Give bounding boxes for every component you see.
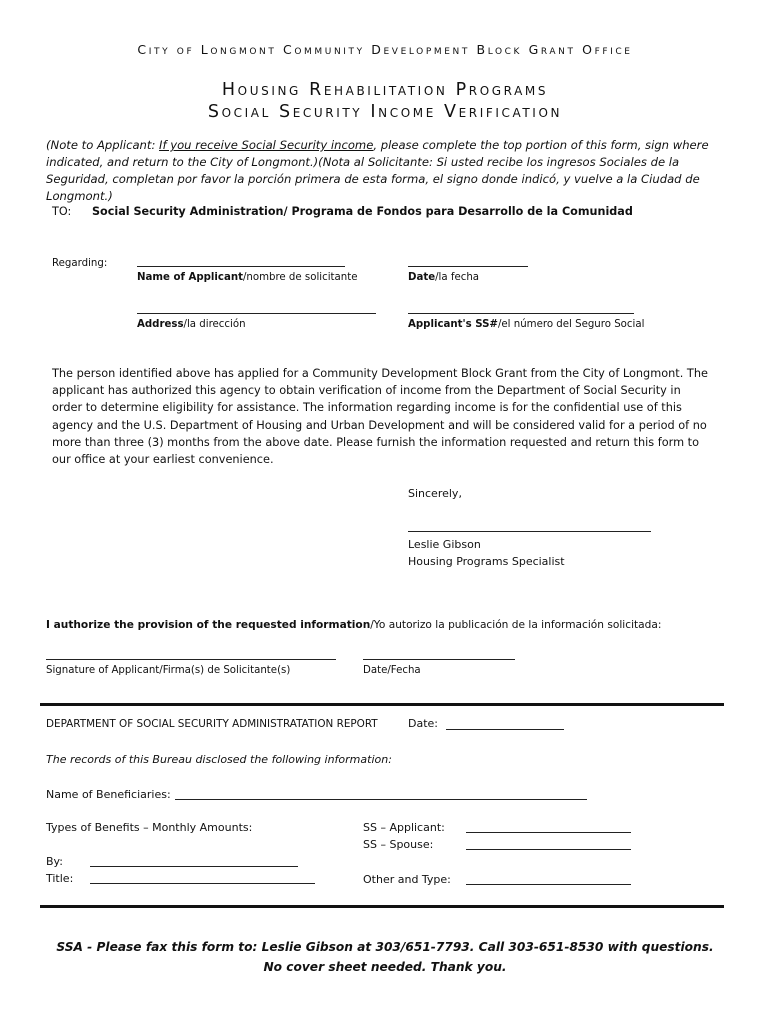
ss-bold: Applicant's SS#: [408, 319, 498, 330]
section-divider-bottom: [40, 905, 724, 908]
applicant-note: [46, 137, 726, 205]
title-label: Title:: [46, 872, 74, 885]
applicant-name-caption: [137, 272, 358, 283]
by-line[interactable]: [90, 866, 298, 867]
body-paragraph: The person identified above has applied for a Community Development Block Grant from the City of Longmont. The applicant has authorized this agency to obtain verification of income from the Department of Social Security in order to determine eligibility for assistance. The information regarding income is for the confidential use of this agency and the U.S. Department of Housing and Urban Development and will be considered valid for a period of no more than three (3) months from the above date. Please furnish the information requested and return this form to our office at your earliest convenience.: [52, 367, 708, 467]
other-type-line[interactable]: [466, 884, 631, 885]
other-type-label: Other and Type:: [363, 873, 451, 886]
address-line[interactable]: [137, 313, 376, 314]
form-title-line2: Social Security Income Verification: [207, 102, 563, 122]
applicant-name-rest: /nombre de solicitante: [242, 272, 358, 283]
records-statement: The records of this Bureau disclosed the following information:: [46, 753, 392, 766]
to-recipient: Social Security Administration/ Programa de Fondos para Desarrollo de la Comunidad: [92, 205, 633, 218]
regarding-label: Regarding:: [52, 258, 108, 269]
address-caption: [137, 319, 246, 330]
ss-rest: /el número del Seguro Social: [497, 319, 645, 330]
note-underlined: If you receive Social Security income: [159, 138, 374, 152]
sincerely-text: Sincerely,: [408, 487, 462, 500]
applicant-signature-line[interactable]: [46, 659, 336, 660]
section-divider-top: [40, 703, 724, 706]
ss-spouse-line[interactable]: [466, 849, 631, 850]
footer-line1: SSA - Please fax this form to: Leslie Gibson at 303/651-7793. Call 303-651-8530 with questions.: [56, 940, 714, 954]
ss-spouse-label: SS – Spouse:: [363, 838, 434, 851]
note-suffix: , please complete the top portion of this form, sign where indicated, and return to the City of Longmont.)(Nota al Solicitante: Si usted recibe los ingresos Sociales de la Seguridad, completan por favor la porción primera de esta forma, el signo donde indicó, y vuelve a la Ciudad de Longmont.): [46, 138, 709, 203]
benefit-types-label: Types of Benefits – Monthly Amounts:: [46, 821, 253, 834]
beneficiaries-label: Name of Beneficiaries:: [46, 788, 171, 801]
authorization-bold: I authorize the provision of the requested information: [46, 619, 371, 631]
date-bold: Date: [408, 272, 436, 283]
beneficiaries-line[interactable]: [175, 799, 587, 800]
signature-label: Signature of Applicant/Firma(s) de Solicitante(s): [46, 665, 291, 676]
address-bold: Address: [137, 319, 184, 330]
applicant-name-bold: Name of Applicant: [137, 272, 243, 283]
signature-date-label: Date/Fecha: [363, 665, 421, 676]
report-heading: DEPARTMENT OF SOCIAL SECURITY ADMINISTRATATION REPORT: [46, 718, 378, 730]
address-rest: /la dirección: [183, 319, 246, 330]
signature-date-line[interactable]: [363, 659, 515, 660]
date-line[interactable]: [408, 266, 528, 267]
by-label: By:: [46, 855, 63, 868]
ss-applicant-label: SS – Applicant:: [363, 821, 445, 834]
to-label: TO:: [52, 205, 72, 218]
date-caption: [408, 272, 479, 283]
footer-line2: No cover sheet needed. Thank you.: [263, 960, 507, 974]
report-date-line[interactable]: [446, 729, 564, 730]
ss-number-line[interactable]: [408, 313, 634, 314]
date-rest: /la fecha: [435, 272, 480, 283]
ss-number-caption: [408, 319, 644, 330]
authorization-rest: /Yo autorizo la publicación de la información solicitada:: [370, 619, 662, 631]
ss-applicant-line[interactable]: [466, 832, 631, 833]
office-header: City of Longmont Community Development Block Grant Office: [137, 42, 633, 57]
title-line[interactable]: [90, 883, 315, 884]
fax-instructions: [0, 937, 770, 977]
sender-signature-line: [408, 531, 651, 532]
form-title-line1: Housing Rehabilitation Programs: [221, 80, 549, 100]
report-date-label: Date:: [408, 717, 438, 730]
sender-title: Housing Programs Specialist: [408, 555, 565, 568]
applicant-name-line[interactable]: [137, 266, 345, 267]
authorization-statement: [46, 619, 661, 631]
sender-name: Leslie Gibson: [408, 538, 481, 551]
note-prefix: (Note to Applicant:: [46, 138, 160, 152]
